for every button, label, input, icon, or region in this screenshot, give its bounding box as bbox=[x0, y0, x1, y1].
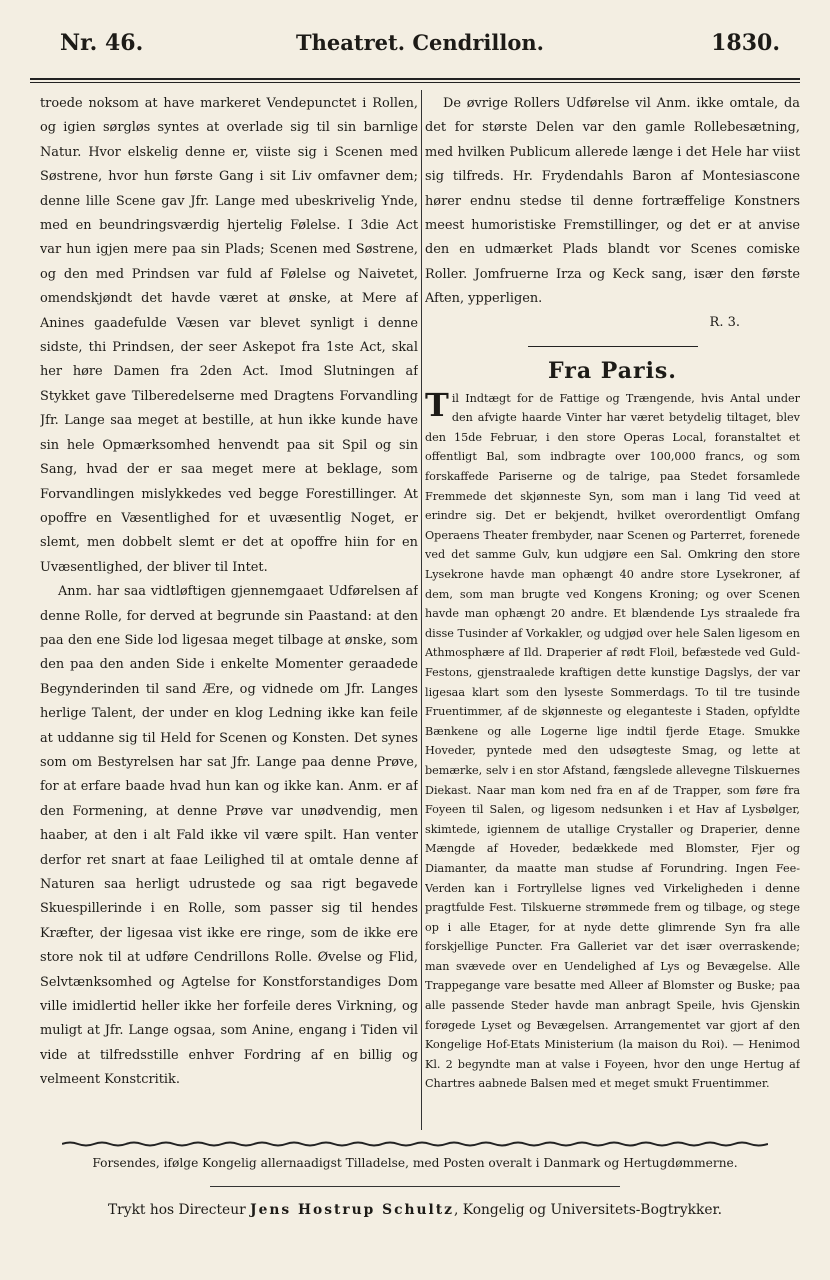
printer-name: Jens Hostrup Schultz bbox=[250, 1202, 454, 1218]
left-paragraph-1: troede noksom at have markeret Vendepunctet i Rollen, og igien sørgløs syntes at overlade sig til sin barnlige Natur. Hvor elskelig denne er, viiste sig i Scenen med Søstrene, hvor hun første Gang i sit Liv omfavner dem; denne lille Scene gav Jfr. Lange med ubeskrivelig Ynde, med en beundringsværdig hjertelig Følelse. I 3die Act var hun igjen mere paa sin Plads; Scenen med Søstrene, og den med Prindsen var fuld af Følelse og Naivetet, omendskjøndt det havde været at ønske, at Mere af Anines gaadefulde Væsen var blevet synligt i denne sidste, thi Prindsen, der seer Askepot fra 1ste Act, skal her høre Damen fra 2den Act. Imod Slutningen af Stykket gave Tilberedelserne med Dragtens Forvandling Jfr. Lange saa meget at bestille, at hun ikke kunde have sin hele Opmærksomhed henvendt paa sit Spil og sin Sang, hvad der er saa meget mere at beklage, som Forvandlingen mislykkedes ved begge Forestillinger. At opoffre en Væsentlighed for et uvæsentlig Noget, er slemt, men dobbelt slemt er det at opoffre hiin for en Uvæsentlighed, der bliver til Intet. bbox=[40, 96, 418, 575]
printer-prefix: Trykt hos Directeur bbox=[107, 1202, 251, 1218]
distribution-notice: Forsendes, ifølge Kongelig allernaadigst Tilladelse, med Posten overalt i Danmark og Hertugdømmerne. bbox=[92, 1156, 738, 1170]
paris-dropcap: T bbox=[425, 385, 449, 424]
header-rule-thin bbox=[30, 82, 800, 83]
running-title: Theatret. Cendrillon. bbox=[296, 30, 544, 55]
article-separator bbox=[528, 346, 698, 347]
left-paragraph-2: Anm. har saa vidtløftigen gjennemgaaet Udførelsen af denne Rolle, for derved at begrunde sin Paastand: at den paa den ene Side lod ligesaa meget tilbage at ønske, som den paa den anden Side i enkelte Momenter geraadede Begynderinden til sand Ære, og vidnede om Jfr. Langes herlige Talent, der under en klog Ledning ikke kan feile at uddanne sig til Held for Scenen og Konsten. Det synes som om Bestyrelsen har sat Jfr. Lange paa denne Prøve, for at erfare baade hvad hun kan og ikke kan. Anm. er af den Formening, at denne Prøve var unødvendig, men haaber, at den i alt Fald ikke vil være spilt. Han venter derfor ret snart at faae Leilighed til at omtale denne af Naturen saa herligt udrustede og saa rigt begavede Skuespillerinde i en Rolle, som passer sig til hendes Kræfter, der ligesaa vist ikke ere ringe, som de ikke ere store nok til at udføre Cendrillons Rolle. Øvelse og Flid, Selvtænksomhed og Agtelse for Konstforstandiges Dom ville imidlertid heller ikke her forfeile deres Virkning, og muligt at Jfr. Lange ogsaa, som Anine, engang i Tiden vil vide at tilfredsstille enhver Fordring af en billig og velmeent Konstcritik. bbox=[40, 584, 418, 1088]
column-divider bbox=[421, 90, 422, 1130]
right-column bbox=[425, 92, 800, 1132]
paris-article bbox=[425, 385, 800, 1094]
footer-rule bbox=[210, 1186, 620, 1187]
page-header bbox=[60, 30, 780, 70]
header-rule bbox=[30, 78, 800, 80]
right-intro-paragraph: De øvrige Rollers Udførelse vil Anm. ikke omtale, da det for største Delen var den gamle Rollebesætning, med hvilken Publicum allerede længe i det Hele har viist sig tilfreds. Hr. Frydendahls Baron af Montesiascone hører endnu stedse til denne fortræffelige Konstners meest humoristiske Fremstillinger, og det er at anvise den en udmærket Plads blandt vor Scenes comiske Roller. Jomfruerne Irza og Keck sang, især den første Aften, ypperligen. bbox=[425, 96, 800, 307]
review-signature: R. 3. bbox=[709, 314, 740, 330]
left-column bbox=[40, 92, 418, 1132]
issue-number: Nr. 46. bbox=[60, 30, 144, 56]
printer-suffix: , Kongelig og Universitets-Bogtrykker. bbox=[454, 1202, 722, 1218]
printer-imprint bbox=[0, 1202, 830, 1218]
paris-article-text: il Indtægt for de Fattige og Trængende, hvis Antal under den afvigte haarde Vinter har været betydelig tiltaget, blev den 15de Februar, i den store Operas Local, foranstaltet et offentligt Bal, som indbragte over 100,000 francs, og som forskaffede Pariserne og de talrige, paa Stedet forsamlede Fremmede det skjønneste Syn, som man i lang Tid veed at erindre sig. Det er bekjendt, hvilket overordentligt Omfang Operaens Theater frembyder, naar Scenen og Parterret, forenede ved det samme Gulv, kun udgjøre een Sal. Omkring den store Lysekrone havde man ophængt 40 andre store Lysekroner, af dem, som man brugte ved Kongens Kroning; og over Scenen havde man ophængt 20 andre. Et blændende Lys straalede fra disse Tusinder af Vorkakler, og udgjød over hele Salen ligesom en Athmosphære af Ild. Draperier af rødt Floil, befæstede ved Guld-Festons, gjenstraalede kraftigen dette kunstige Dagslys, der var ligesaa klart som den lyseste Sommerdags. To til tre tusinde Fruentimmer, af de skjønneste og eleganteste i Staden, opfyldte Bænkene og alle Logerne lige indtil fjerde Etage. Smukke Hoveder, pyntede med den udsøgteste Smag, og lette at bemærke, selv i en stor Afstand, fængslede allevegne Tilskuernes Diekast. Naar man kom ned fra en af de Trapper, som føre fra Foyeen til Salen, og ligesom nedsunken i et Hav af Lysbølger, skimtede, igiennem de utallige Crystaller og Draperier, denne Mængde af Hoveder, bedækkede med Blomster, Fjer og Diamanter, da maatte man studse af Forundring. Ingen Fee-Verden kan i Fortryllelse lignes ved Virkeligheden i denne pragtfulde Fest. Tilskuerne strømmede frem og tilbage, og stege op i alle Etager, for at nyde dette glimrende Syn fra alle forskjellige Puncter. Fra Galleriet var det især overraskende; man svævede over en Uendelighed af Lys og Bevægelse. Alle Trappegange vare besatte med Alleer af Blomster og Buske; paa alle passende Steder havde man anbragt Speile, hvis Gjenskin forøgede Lyset og Bevægelsen. Arrangementet var gjort af den Kongelige Hof-Etats Ministerium (la maison du Roi). — Henimod Kl. 2 begyndte man at valse i Foyeen, hvor den unge Hertug af Chartres aabnede Balsen med et meget smukt Fruentimmer. bbox=[425, 391, 800, 1091]
section-heading-fra-paris: Fra Paris. bbox=[548, 357, 677, 384]
bottom-decorative-rule bbox=[62, 1140, 768, 1148]
issue-year: 1830. bbox=[711, 30, 780, 56]
